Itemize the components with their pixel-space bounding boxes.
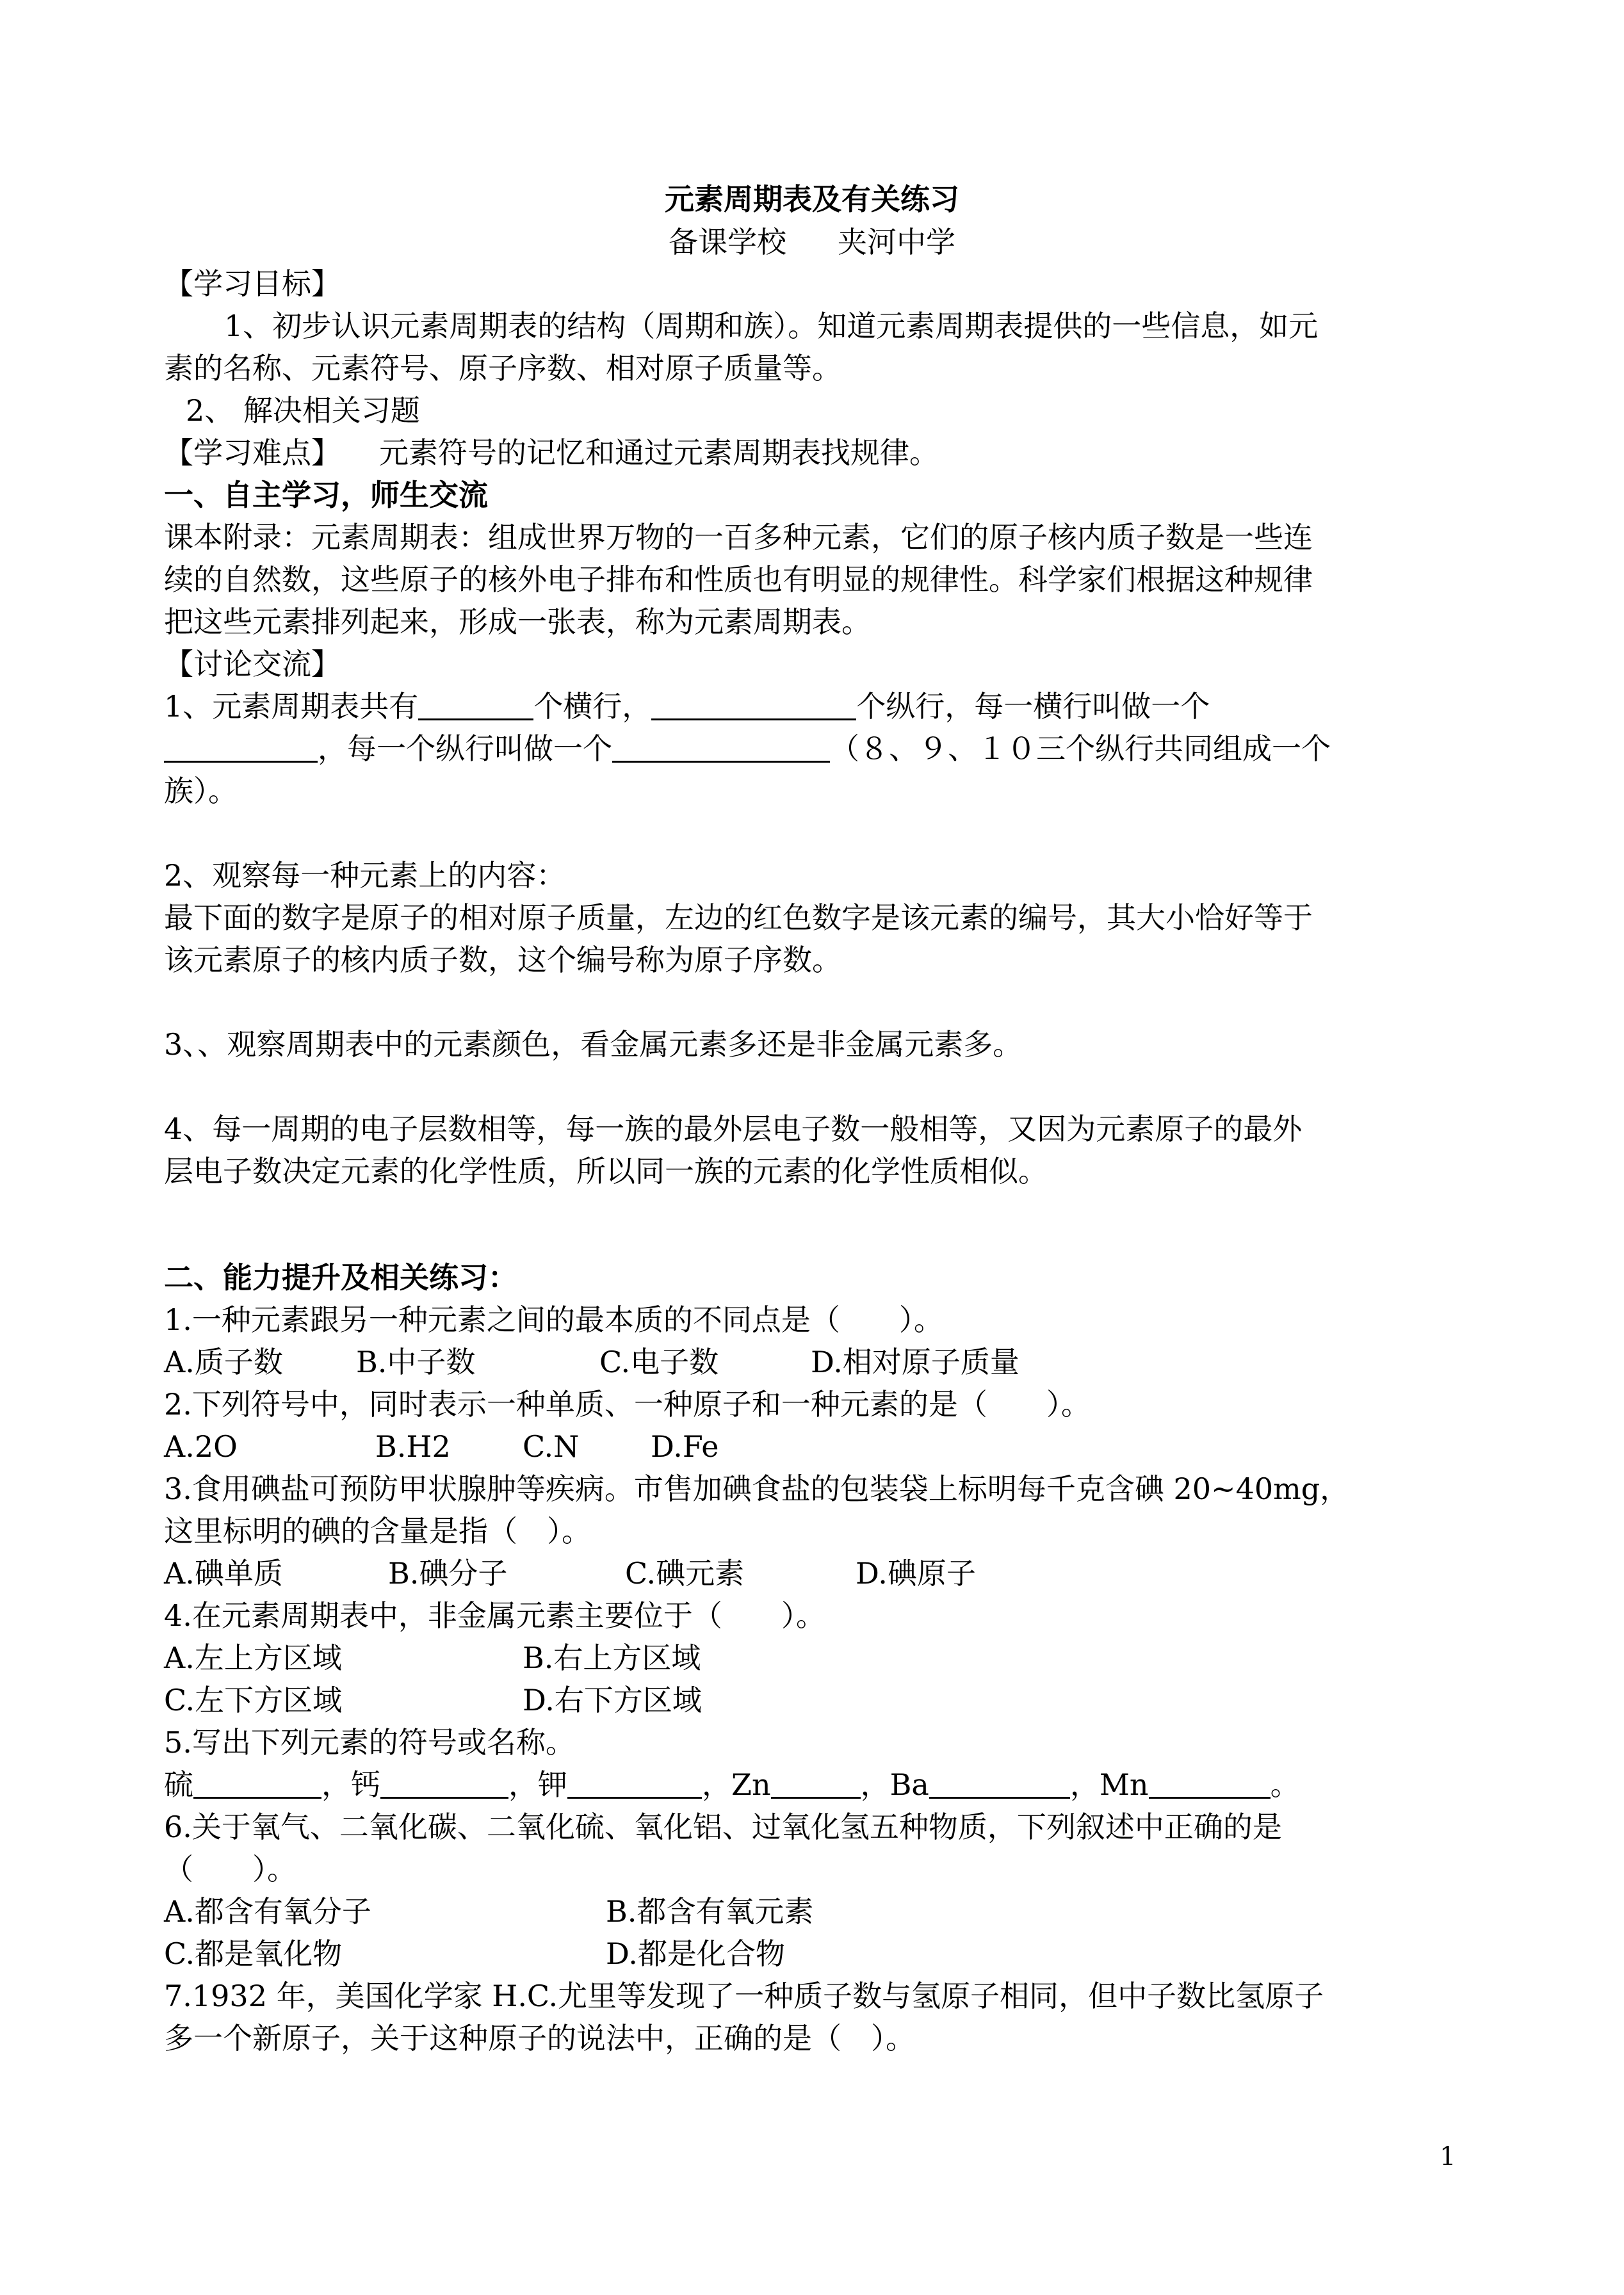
- subtitle-school: 夹河中学: [838, 225, 955, 259]
- exercise-2-options: [164, 1425, 719, 1468]
- option-c[interactable]: C.N: [523, 1429, 580, 1464]
- exercise-3-options: [164, 1552, 976, 1594]
- discussion-q1-line-3: 族）。: [164, 774, 238, 808]
- answer-blank[interactable]: [771, 1767, 861, 1799]
- exercise-4-options-row-1: [164, 1637, 701, 1679]
- answer-blank[interactable]: [193, 1767, 321, 1799]
- exercise-5-blanks: [164, 1764, 1300, 1806]
- answer-blank[interactable]: [567, 1767, 702, 1799]
- element-mn-label: ，Mn: [1069, 1767, 1149, 1802]
- discussion-q2-line-1: 2、观察每一种元素上的内容：: [164, 858, 566, 893]
- page-number: 1: [1440, 2142, 1456, 2171]
- option-a[interactable]: A.质子数: [164, 1345, 283, 1379]
- section-1-intro-line-3: 把这些元素排列起来，形成一张表，称为元素周期表。: [164, 604, 871, 639]
- option-b[interactable]: B.右上方区域: [523, 1641, 701, 1675]
- option-b[interactable]: B.都含有氧元素: [606, 1894, 814, 1929]
- discussion-q1-line-1: [164, 685, 1210, 727]
- answer-blank[interactable]: [929, 1767, 1070, 1799]
- exercise-2-stem: 2.下列符号中，同时表示一种单质、一种原子和一种元素的是（ ）。: [164, 1387, 1091, 1422]
- option-a[interactable]: A.碘单质: [164, 1556, 283, 1591]
- exercise-3-stem-line-2: 这里标明的碘的含量是指（ ）。: [164, 1514, 591, 1548]
- exercise-6-options-row-1: [164, 1890, 813, 1933]
- discussion-q4-line-2: 层电子数决定元素的化学性质，所以同一族的元素的化学性质相似。: [164, 1154, 1048, 1188]
- section-2-heading: 二、能力提升及相关练习：: [164, 1260, 517, 1295]
- exercise-7-stem-line-2: 多一个新原子，关于这种原子的说法中，正确的是（ ）。: [164, 2021, 915, 2056]
- discussion-heading: 【讨论交流】: [164, 647, 341, 681]
- option-c[interactable]: C.左下方区域: [164, 1683, 343, 1717]
- option-d[interactable]: D.右下方区域: [523, 1683, 702, 1717]
- option-a[interactable]: A.2O: [164, 1429, 238, 1464]
- objective-1-line-2: 素的名称、元素符号、原子序数、相对原子质量等。: [164, 351, 841, 385]
- answer-blank[interactable]: [651, 689, 856, 720]
- exercise-3-stem-line-1: 3.食用碘盐可预防甲状腺肿等疾病。市售加碘食盐的包装袋上标明每千克含碘 20~40mg，: [164, 1472, 1350, 1506]
- element-calcium-label: ，钙: [321, 1767, 380, 1802]
- objective-1-line-1: 1、初步认识元素周期表的结构（周期和族）。知道元素周期表提供的一些信息，如元: [224, 309, 1319, 343]
- discussion-q4-line-1: 4、每一周期的电子层数相等，每一族的最外层电子数一般相等，又因为元素原子的最外: [164, 1112, 1303, 1146]
- option-c[interactable]: C.碘元素: [625, 1556, 745, 1591]
- option-d[interactable]: D.相对原子质量: [811, 1345, 1019, 1379]
- option-b[interactable]: B.H2: [375, 1429, 451, 1464]
- q1-text-b: 个横行，: [533, 689, 652, 724]
- element-zn-label: ，Zn: [702, 1767, 771, 1802]
- section-1-heading: 一、自主学习，师生交流: [164, 478, 488, 512]
- discussion-q3: 3、、观察周期表中的元素颜色，看金属元素多还是非金属元素多。: [164, 1027, 1023, 1062]
- exercise-5-stem: 5.写出下列元素的符号或名称。: [164, 1725, 575, 1760]
- exercise-6-stem-line-1: 6.关于氧气、二氧化碳、二氧化硫、氧化铝、过氧化氢五种物质，下列叙述中正确的是: [164, 1810, 1282, 1844]
- discussion-q1-line-2: [164, 727, 1331, 770]
- exercise-7-stem-line-1: 7.1932 年，美国化学家 H.C.尤里等发现了一种质子数与氢原子相同，但中子数比氢原子: [164, 1979, 1324, 2013]
- end-punctuation: 。: [1270, 1767, 1300, 1802]
- option-d[interactable]: D.都是化合物: [606, 1936, 785, 1971]
- difficulty-heading: 【学习难点】: [164, 435, 341, 470]
- answer-blank[interactable]: [164, 731, 318, 763]
- option-a[interactable]: A.左上方区域: [164, 1641, 342, 1675]
- option-b[interactable]: B.碘分子: [388, 1556, 508, 1591]
- option-d[interactable]: D.碘原子: [856, 1556, 976, 1591]
- element-sulfur-label: 硫: [164, 1767, 193, 1802]
- element-ba-label: ，Ba: [860, 1767, 929, 1802]
- q1-text-d: ，每一个纵行叫做一个: [318, 731, 612, 766]
- exercise-1-options: [164, 1341, 1019, 1383]
- answer-blank[interactable]: [1149, 1767, 1271, 1799]
- discussion-q2-line-2: 最下面的数字是原子的相对原子质量，左边的红色数字是该元素的编号，其大小恰好等于: [164, 900, 1313, 935]
- section-1-intro-line-1: 课本附录：元素周期表：组成世界万物的一百多种元素，它们的原子核内质子数是一些连: [164, 520, 1313, 555]
- subtitle-label: 备课学校: [669, 225, 786, 259]
- q1-text-a: 1、元素周期表共有: [164, 689, 419, 724]
- answer-blank[interactable]: [418, 689, 533, 720]
- answer-blank[interactable]: [380, 1767, 508, 1799]
- exercise-6-options-row-2: [164, 1933, 785, 1975]
- objectives-heading: 【学习目标】: [164, 266, 341, 301]
- difficulty-text: 元素符号的记忆和通过元素周期表找规律。: [379, 435, 939, 470]
- q1-text-c: 个纵行，每一横行叫做一个: [856, 689, 1210, 724]
- answer-blank[interactable]: [612, 731, 830, 763]
- exercise-1-stem: 1.一种元素跟另一种元素之间的最本质的不同点是（ ）。: [164, 1302, 943, 1337]
- section-1-intro-line-2: 续的自然数，这些原子的核外电子排布和性质也有明显的规律性。科学家们根据这种规律: [164, 562, 1313, 597]
- page-subtitle: [0, 221, 1624, 263]
- option-c[interactable]: C.都是氧化物: [164, 1936, 343, 1971]
- option-d[interactable]: D.Fe: [651, 1429, 719, 1464]
- q1-text-e: （８、９、１０三个纵行共同组成一个: [830, 731, 1331, 766]
- option-a[interactable]: A.都含有氧分子: [164, 1894, 371, 1929]
- exercise-4-options-row-2: [164, 1679, 702, 1721]
- discussion-q2-line-3: 该元素原子的核内质子数，这个编号称为原子序数。: [164, 943, 841, 977]
- page-title: 元素周期表及有关练习: [665, 182, 959, 216]
- exercise-6-stem-line-2: （ ）。: [164, 1852, 296, 1886]
- element-potassium-label: ，钾: [508, 1767, 567, 1802]
- option-c[interactable]: C.电子数: [599, 1345, 719, 1379]
- exercise-4-stem: 4.在元素周期表中，非金属元素主要位于（ ）。: [164, 1598, 825, 1633]
- objective-2: 2、 解决相关习题: [186, 393, 420, 428]
- option-b[interactable]: B.中子数: [356, 1345, 476, 1379]
- difficulty-line: [164, 432, 939, 474]
